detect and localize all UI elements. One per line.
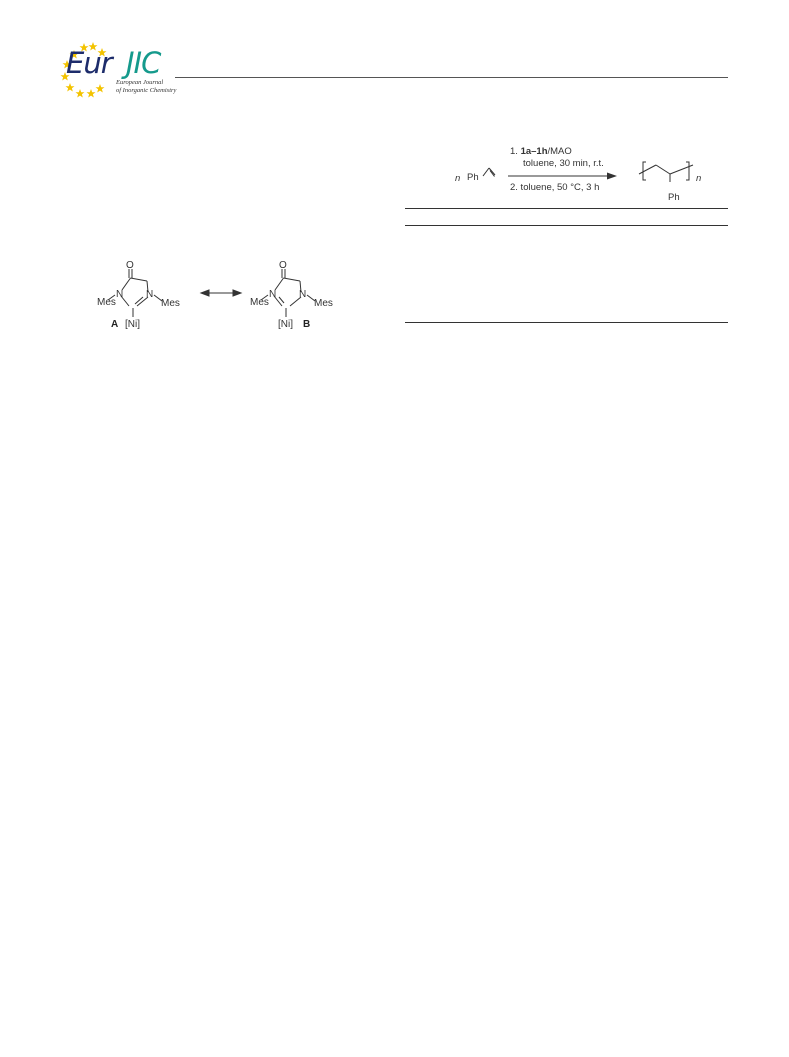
logo-eur-text: Eur: [66, 46, 112, 80]
step1-line2: toluene, 30 min, r.t.: [523, 158, 604, 169]
n-label-b-right: N: [299, 289, 307, 300]
polystyrene-structure-icon: [636, 158, 696, 188]
table-header-rule: [405, 225, 728, 226]
step1-suffix: /MAO: [547, 146, 572, 157]
mes-label-a-left: Mes: [97, 297, 116, 308]
vinyl-group-icon: [482, 166, 496, 178]
structure-label-b: B: [303, 319, 311, 330]
logo-subtitle-line2: of Inorganic Chemistry: [116, 87, 177, 94]
oxygen-label-b: O: [279, 260, 287, 271]
resonance-arrow-icon: [201, 290, 241, 296]
reaction-arrow-icon: [508, 172, 618, 180]
step1-line1: [510, 146, 572, 157]
step2-line: 2. toluene, 50 °C, 3 h: [510, 182, 600, 193]
step1-catalyst: 1a–1h: [520, 146, 548, 157]
mes-label-a-right: Mes: [161, 298, 180, 309]
table-bottom-rule: [405, 322, 728, 323]
ni-label-a: [Ni]: [125, 319, 140, 330]
product-n: n: [696, 173, 702, 184]
polymerization-reaction: [440, 140, 740, 210]
step1-prefix: 1.: [510, 146, 521, 157]
mes-label-b-left: Mes: [250, 297, 269, 308]
logo-subtitle-line1: European Journal: [116, 79, 164, 86]
structure-label-a: A: [111, 319, 119, 330]
table-top-rule: [405, 208, 728, 209]
resonance-scheme: [97, 255, 365, 347]
ni-label-b: [Ni]: [278, 319, 293, 330]
n-label-b-left: N: [269, 289, 277, 300]
reactant-ph: Ph: [467, 172, 479, 183]
n-label-a-left: N: [116, 289, 124, 300]
logo-subtitle: [116, 79, 176, 95]
product-ph: Ph: [668, 192, 680, 203]
n-label-a-right: N: [146, 289, 154, 300]
oxygen-label-a: O: [126, 260, 134, 271]
header-divider: [175, 77, 728, 78]
reactant-n: n: [455, 173, 461, 184]
mes-label-b-right: Mes: [314, 298, 333, 309]
journal-logo: [60, 40, 190, 100]
logo-jic-text: JIC: [126, 46, 161, 80]
